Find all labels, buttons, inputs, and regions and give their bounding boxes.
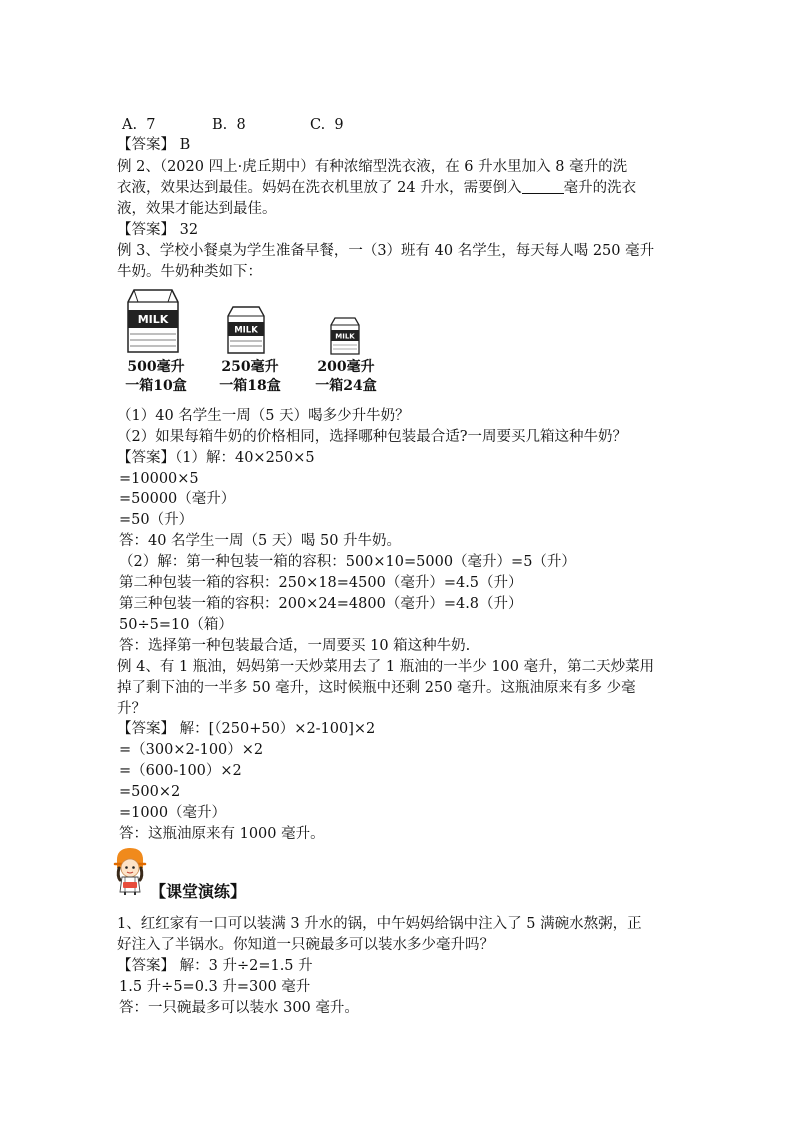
ex4-answer-2: =（300×2-100）×2 [119, 742, 264, 758]
answer-tag: 【答案】 [117, 450, 175, 466]
answer-tag: 【答案】 [117, 721, 175, 737]
carton-count: 一箱10盒 [125, 378, 187, 394]
ex2-line2a: 衣液，效果达到最佳。妈妈在洗衣机里放了 24 升水，需要倒入 [117, 180, 522, 196]
ex4-answer-5: =1000（毫升） [119, 805, 227, 821]
ex3-answer-8: 第三种包装一箱的容积：200×24=4800（毫升）=4.8（升） [119, 596, 523, 612]
choice-a: A. 7 [122, 117, 156, 133]
section-title: 【课堂演练】 [150, 882, 247, 901]
answer-line [117, 220, 198, 240]
answer-tag: 【答案】 [117, 222, 175, 238]
ex3-answer-6: （2）解：第一种包装一箱的容积：500×10=5000（毫升）=5（升） [119, 554, 576, 570]
carton-volume: 250毫升 [221, 359, 279, 375]
ex4-answer-6: 答：这瓶油原来有 1000 毫升。 [119, 826, 325, 842]
ex3-answer-5: 答：40 名学生一周（5 天）喝 50 升牛奶。 [119, 533, 402, 549]
answer-line [117, 448, 315, 468]
answer-tag: 【答案】 [117, 137, 175, 153]
answer-value: B [179, 137, 191, 153]
girl-student-icon [112, 846, 148, 896]
practice-1-line1: 1、红红家有一口可以装满 3 升水的锅，中午妈妈给锅中注入了 5 满碗水熬粥，正 [117, 916, 642, 932]
carton-count: 一箱18盒 [219, 378, 281, 394]
ex4-line3: 升？ [117, 701, 146, 717]
answer-tag: 【答案】 [117, 958, 175, 974]
ex4-answer-1: 解：[（250+50）×2-100]×2 [175, 721, 376, 737]
practice-1-answer-2: 1.5 升÷5=0.3 升=300 毫升 [119, 979, 311, 995]
ex2-line2b: 毫升的洗衣 [563, 180, 637, 196]
ex3-line1: 例 3、学校小餐桌为学生准备早餐，一（3）班有 40 名学生，每天每人喝 250 毫升 [117, 243, 655, 259]
ex3-answer-2: =10000×5 [119, 471, 199, 487]
ex4-answer-4: =500×2 [119, 784, 181, 800]
milk-carton-small-icon [329, 316, 361, 356]
ex2-line1: 例 2、（2020 四上·虎丘期中）有种浓缩型洗衣液，在 6 升水里加入 8 毫升的洗 [117, 159, 628, 175]
choice-c: C. 9 [310, 117, 344, 133]
carton-volume: 200毫升 [317, 359, 375, 375]
ex4-line1: 例 4、有 1 瓶油，妈妈第一天炒菜用去了 1 瓶油的一半少 100 毫升，第二天炒菜用 [117, 659, 655, 675]
ex3-question-2: （2）如果每箱牛奶的价格相同，选择哪种包装最合适?一周要买几箱这种牛奶？ [117, 429, 627, 445]
ex3-answer-10: 答：选择第一种包装最合适，一周要买 10 箱这种牛奶. [119, 638, 471, 654]
ex3-answer-4: =50（升） [119, 512, 194, 528]
ex3-answer-9: 50÷5=10（箱） [119, 617, 233, 633]
practice-1-line2: 好注入了半锅水。你知道一只碗最多可以装水多少毫升吗？ [117, 937, 494, 953]
ex2-line3: 液，效果才能达到最佳。 [117, 201, 277, 217]
answer-line [117, 719, 375, 739]
ex3-answer-3: =50000（毫升） [119, 491, 236, 507]
ex4-line2: 掉了剩下油的一半多 50 毫升，这时候瓶中还剩 250 毫升。这瓶油原来有多 少毫 [117, 680, 636, 696]
answer-value: 32 [179, 222, 199, 238]
answer-line [117, 135, 190, 155]
practice-1-answer-3: 答：一只碗最多可以装水 300 毫升。 [119, 1000, 359, 1016]
practice-1-answer-1: 解：3 升÷2=1.5 升 [175, 958, 313, 974]
ex4-answer-3: =（600-100）×2 [119, 763, 242, 779]
carton-count: 一箱24盒 [315, 378, 377, 394]
milk-carton-medium-icon [225, 304, 267, 356]
carton-1-caption [116, 358, 196, 396]
ex3-question-1: （1）40 名学生一周（5 天）喝多少升牛奶？ [117, 408, 410, 424]
carton-3-caption [306, 358, 386, 396]
ex3-line2: 牛奶。牛奶种类如下： [117, 264, 262, 280]
milk-label: MILK [234, 325, 258, 336]
ex3-answer-1: （1）解：40×250×5 [175, 450, 315, 466]
ex2-line2 [117, 178, 636, 198]
choice-b: B. 8 [212, 117, 246, 133]
milk-label: MILK [335, 332, 355, 341]
milk-label: MILK [137, 313, 169, 326]
ex3-answer-7: 第二种包装一箱的容积：250×18=4500（毫升）=4.5（升） [119, 575, 523, 591]
carton-volume: 500毫升 [127, 359, 185, 375]
fill-blank [522, 179, 564, 194]
milk-carton-large-icon [124, 286, 182, 356]
carton-2-caption [210, 358, 290, 396]
answer-line [117, 956, 313, 976]
